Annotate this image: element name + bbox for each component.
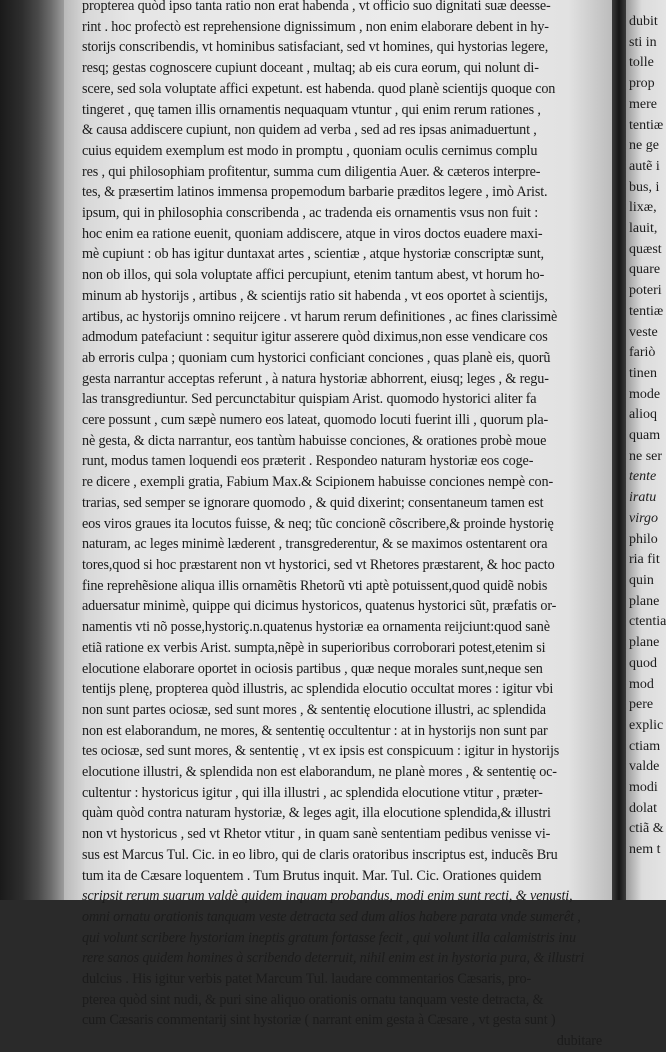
text-line: naturam, ac leges minimè læderent , transgrederentur, & se maximos ostentarent ora — [82, 536, 548, 553]
text-line: trarias, sed semper se ignorare quomodo , & quid dixerint; consentaneum tamen est — [82, 494, 544, 511]
right-page-line: dolat — [629, 800, 657, 816]
right-page-line: alioq — [629, 407, 657, 423]
text-line: qui volunt scribere hystoriam ineptis gratum fortasse fecit , qui volunt illa calamistris inu — [82, 929, 576, 946]
text-line: scere, sed sola voluptate affici expetunt. est habenda. quod planè scientijs quoque con — [82, 80, 556, 97]
right-page-line: iratu — [629, 490, 657, 506]
right-page-line: ctiã & — [629, 821, 664, 837]
right-page-line: virgo — [629, 510, 659, 526]
text-line: non sunt partes ociosæ, sed sunt mores , & sententię elocutione illustri, ac splendida — [82, 701, 546, 718]
text-line: storijs conscribendis, vt hominibus satisfaciant, sed vt homines, qui hystorias legere, — [82, 39, 549, 56]
text-line: tores,quod si hoc præstarent non vt hystorici, sed vt Rhetores præstarent, & hoc pacto — [82, 556, 555, 573]
text-line: rere sanos quidem homines à scribendo deterruit, nihil enim est in hystoria pura, & illustri — [82, 950, 585, 967]
right-page-line: pere — [629, 697, 654, 713]
text-line: hoc enim ea ratione euenit, quoniam addiscere, atque in viros doctos euadere maxi- — [82, 225, 543, 242]
text-line: artibus, ac hystorijs omnino reijcere . vt harum rerum definitiones , ac fines clarissimè — [82, 308, 558, 325]
text-line: tingeret , quę tamen illis ornamentis nequaquam vtuntur , qui enim rerum rationes , — [82, 101, 541, 118]
text-line: etiã ratione ex verbis Arist. sumpta,nẽpè in superioribus corroborari potest,etenim si — [82, 639, 546, 656]
text-line: minum ab hystorijs , artibus , & scientijs ratio sit habenda , vt eos oportet à scientijs, — [82, 287, 548, 304]
text-line: & causa addiscere cupiunt, non quidem ad verba , sed ad res ipsas animaduertunt , — [82, 122, 537, 139]
main-text-block — [82, 0, 602, 1052]
text-line: namentis vti nõ posse,hystoriç.n.quatenus hystoriæ ea ornamenta reijciunt:quod sanè — [82, 619, 550, 636]
text-line: cum Cæsaris commentarij sint hystoriæ ( narrant enim gesta à Cæsare , vt gesta sunt ) — [82, 1012, 556, 1029]
text-line: las transgrediuntur. Sed percunctabitur quispiam Arist. quomodo hystorici aliter fa — [82, 391, 537, 408]
text-line: elocutione illustri, & splendida non est elaborandum, ne planè mores , & sententię oc- — [82, 764, 557, 781]
right-page-line: tolle — [629, 55, 654, 71]
text-line: resq; gestas cognoscere cupiunt doceant , multaq; ab eis cura eorum, qui nolunt di- — [82, 60, 539, 77]
text-line: res , qui philosophiam profitentur, summa cum diligentia Auer. & cæteros interpre- — [82, 163, 541, 180]
right-page-line: tinen — [629, 365, 657, 381]
text-line: nè gesta, & dicta narrantur, eos tantùm habuisse conciones, & orationes probè moue — [82, 432, 547, 449]
right-page-line: ctiam — [629, 738, 661, 754]
text-line: ab erroris culpa ; quoniam cum hystorici conficiant conciones , quas planè eis, quorũ — [82, 349, 551, 366]
text-line: eos viros graues ita locutos fuisse, & neq; tũc concionẽ cõscribere,& proinde hystorię — [82, 515, 554, 532]
right-page-edge — [626, 0, 666, 900]
right-page-line: quin — [629, 572, 654, 588]
text-line: non ob illos, qui sola voluptate affici percupiunt, etenim tantum abest, vt horum ho- — [82, 267, 545, 284]
right-page-line: dubit — [629, 14, 658, 29]
text-line: scripsit rerum suarum valdè quidem inquam probandus, modi enim sunt recti, & venusti, — [82, 888, 573, 905]
right-page-line: prop — [629, 76, 655, 92]
left-page — [64, 0, 612, 1050]
text-line: aduersatur minimè, quippe qui dicimus hystoricos, quatenus hystorici sũt, præfatis or- — [82, 598, 557, 615]
text-line: cultentur : hystoricus igitur , qui illa illustri , ac splendida elocutione vtitur , præter- — [82, 784, 543, 801]
text-line: sus est Marcus Tul. Cic. in eo libro, qui de claris oratoribus inscriptus est, inducẽs Bru — [82, 846, 558, 863]
text-line: cuius equidem exemplum est modo in promptu , quoniam oculis cernimus complu — [82, 142, 538, 159]
text-line: gesta narrantur acceptas referunt , à natura hystoriæ abhorrent, eiusq; leges , & regu- — [82, 370, 549, 387]
right-page-line: lauit, — [629, 221, 658, 237]
right-page-line: quare — [629, 262, 661, 278]
text-line: re dicere , exempli gratia, Fabium Max.& Scipionem habuisse conciones nempè con- — [82, 474, 554, 491]
text-line: cere possunt , cum sæpè numero eos lateat, quomodo locuti fuerint illi , quorum pla- — [82, 412, 549, 429]
text-line: fine reprehẽsione aliqua illis ornamẽtis Rhetorũ vti aptè potuissent,quod quidẽ nobis — [82, 577, 548, 594]
right-page-line: plane — [629, 635, 660, 651]
text-line: elocutione elaborare oportet in ociosis partibus , quæ neque morales sunt,neque sen — [82, 660, 543, 677]
right-page-line: plane — [629, 593, 660, 609]
right-page-line: tentiæ — [629, 117, 664, 133]
right-page-line: bus, i — [629, 179, 660, 195]
text-line: tum ita de Cæsare loquentem . Tum Brutus inquit. Mar. Tul. Cic. Orationes quidem — [82, 867, 542, 884]
text-line: ipsum, qui in philosophia conscribenda , ac tradenda eis ornamentis vsus non fuit : — [82, 205, 539, 222]
right-page-line: tente — [629, 469, 657, 485]
right-page-line: mere — [629, 96, 657, 112]
right-page-line: lixæ, — [629, 200, 657, 216]
text-line: tentijs plenę, propterea quòd illustris, ac splendida elocutio occultat mores : igitur vbi — [82, 681, 554, 698]
right-page-line: veste — [629, 324, 658, 340]
text-line: non est elaborandum, ne mores, & sententię occultentur : at in hystorijs non sunt par — [82, 722, 548, 739]
text-line: quàm quòd contra naturam hystoriæ, & leges agit, illa elocutione splendida,& illustri — [82, 805, 551, 822]
right-page-line: tentiæ — [629, 303, 664, 319]
right-page-line: fariò — [629, 345, 656, 361]
right-page-line: ctentia — [629, 614, 666, 630]
text-line: dulcius . His igitur verbis patet Marcum Tul. laudare commentarios Cæsaris, pro- — [82, 971, 532, 988]
right-page-line: ne ser — [629, 448, 663, 464]
right-page-line: philo — [629, 531, 658, 547]
right-page-line: mode — [629, 386, 661, 402]
text-line: runt, modus tamen loquendi eos præterit . Respondeo naturam hystoriæ eos coge- — [82, 453, 534, 470]
text-line: pterea quòd sint nudi, & puri sine aliquo orationis ornatu tanquam veste detracta, & — [82, 991, 544, 1008]
right-page-line: valde — [629, 759, 660, 775]
right-page-line: modi — [629, 780, 658, 796]
text-line: dubitare — [556, 1033, 602, 1050]
right-page-line: sti in — [629, 34, 657, 50]
right-page-line: mod — [629, 676, 654, 692]
right-page-line: explic — [629, 717, 664, 733]
right-page-line: poteri — [629, 283, 662, 299]
right-page-line: quæst — [629, 241, 662, 257]
text-line: tes ociosæ, sed sunt mores, & sententię , vt ex ipsis est conspicuum : igitur in hystorijs — [82, 743, 560, 760]
text-line: mè cupiunt : ob has igitur duntaxat artes , scientiæ , atque hystoriæ conscriptæ sunt, — [82, 246, 544, 263]
text-line: omni ornatu orationis tanquam veste detracta sed dum alios habere parata vnde sumerêt , — [82, 908, 581, 925]
right-page-line: quod — [629, 655, 657, 671]
right-page-line: quam — [629, 428, 661, 444]
text-line: non vt hystoricus , sed vt Rhetor vtitur , in quam sanè sententiam pedibus venisse vi- — [82, 826, 551, 843]
right-page-line: ria fit — [629, 552, 660, 568]
right-page-line: nem t — [629, 842, 661, 858]
book-gutter — [0, 0, 64, 900]
right-page-line: ne ge — [629, 138, 659, 154]
right-page-text-fragment — [629, 12, 666, 861]
text-line: propterea quòd ipso tanta ratio non erat habenda , vt officio suo dignitati suæ deesse- — [82, 0, 551, 14]
text-line: admodum patefaciunt : sequitur igitur asserere quòd diximus,non esse vendicare cos — [82, 329, 548, 346]
right-page-line: autẽ i — [629, 158, 660, 174]
page-fold-shadow — [612, 0, 626, 900]
text-line: tes, & præsertim latinos immensa propemodum barbarie præditos legere , imò Arist. — [82, 184, 548, 201]
text-line: rint . hoc profectò est reprehensione dignissimum , non enim elaborare debent in hy- — [82, 18, 549, 35]
